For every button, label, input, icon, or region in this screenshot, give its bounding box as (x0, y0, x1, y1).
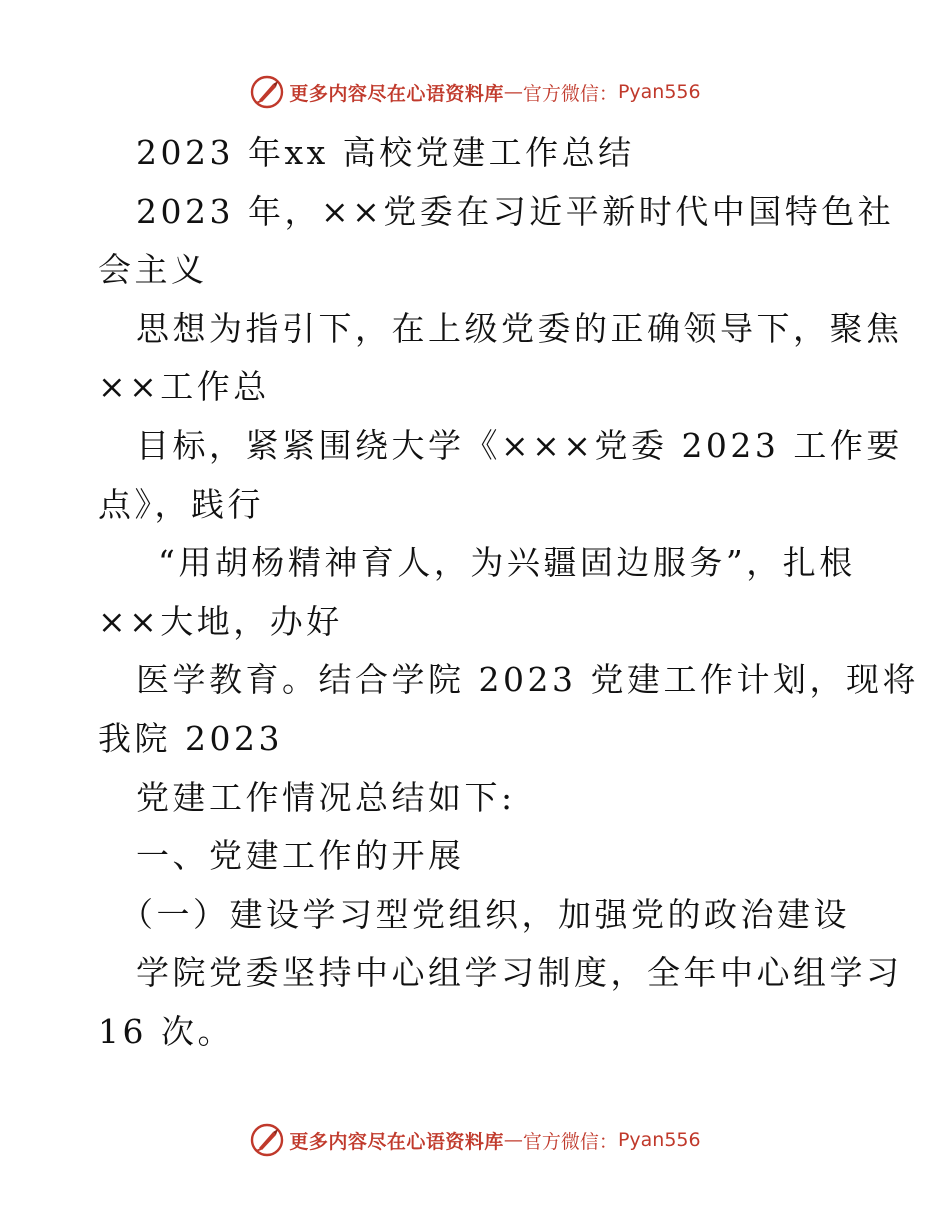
paragraph-line: 学院党委坚持中心组学习制度，全年中心组学习 (136, 953, 903, 993)
paragraph-line: “用胡杨精神育人，为兴疆固边服务”，扎根 (158, 543, 856, 583)
paragraph-line: 党建工作情况总结如下: (136, 777, 516, 817)
paragraph-line: 16 次。 (98, 1011, 234, 1051)
paragraph-line: ××大地，办好 (98, 601, 343, 641)
watermark-dash: — (503, 81, 523, 103)
document-title: 2023 年xx 高校党建工作总结 (136, 133, 635, 172)
document-body (98, 124, 919, 1062)
watermark-footer (0, 1120, 950, 1160)
paragraph-line: 我院 2023 (98, 718, 283, 758)
watermark-text: 更多内容尽在心语资料库 (289, 1130, 504, 1153)
paragraph-line: 会主义 (98, 250, 208, 290)
watermark-id: Pyan556 (617, 1129, 701, 1151)
watermark-text: 更多内容尽在心语资料库 (289, 82, 504, 105)
watermark-dash: — (503, 1129, 523, 1151)
watermark-contact: 官方微信： (522, 1130, 618, 1153)
quill-pen-logo-icon (249, 74, 285, 110)
quill-pen-logo-icon (249, 1122, 285, 1158)
paragraph-line: ××工作总 (98, 367, 270, 407)
paragraph-line: 目标，紧紧围绕大学《×××党委 2023 工作要 (136, 425, 903, 465)
watermark-id: Pyan556 (617, 81, 701, 103)
paragraph-line: 2023 年，××党委在习近平新时代中国特色社 (136, 191, 895, 231)
paragraph-line: 思想为指引下，在上级党委的正确领导下，聚焦 (136, 308, 903, 348)
subsection-heading: （一）建设学习型党组织，加强党的政治建设 (120, 894, 850, 934)
watermark-contact: 官方微信： (522, 82, 618, 105)
paragraph-line: 点》，践行 (98, 484, 264, 524)
section-heading: 一、党建工作的开展 (136, 836, 465, 876)
paragraph-line: 医学教育。结合学院 2023 党建工作计划，现将 (136, 660, 919, 700)
watermark-header (0, 72, 950, 112)
